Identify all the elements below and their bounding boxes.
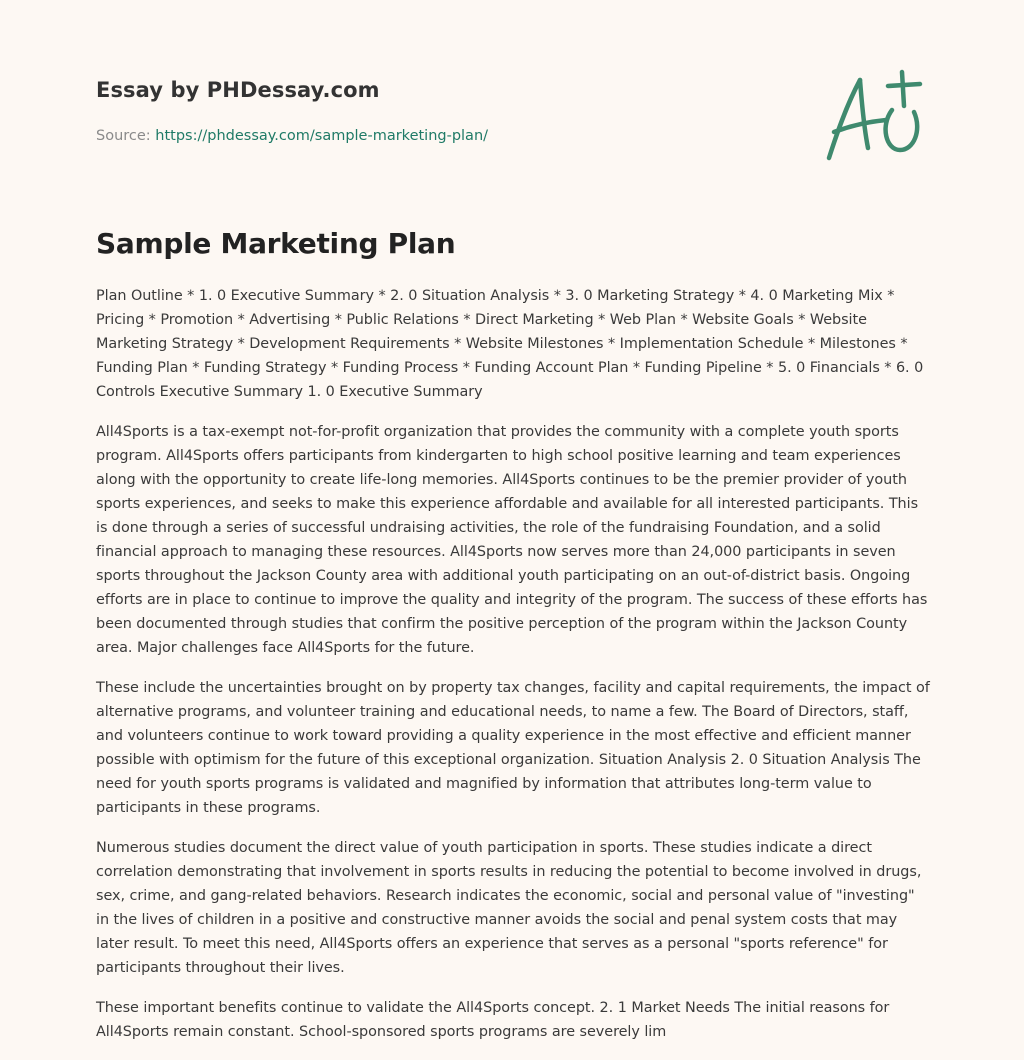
paragraph: These include the uncertainties brought on by property tax changes, facility and capital requirements, the impact of alternative programs, and volunteer training and educational needs, to name a few. The Board of Directors, staff, and volunteers continue to work toward providing a quality experience in the most effective and efficient manner possible with optimism for the future of this exceptional organization. Situation Analysis 2. 0 Situation Analysis The need for youth sports programs is validated and magnified by information that attributes long-term value to participants in these programs.: [96, 680, 930, 816]
header: [96, 76, 716, 146]
paragraph: These important benefits continue to validate the All4Sports concept. 2. 1 Market Needs The initial reasons for All4Sports remain constant. School-sponsored sports programs are severely lim: [96, 1000, 890, 1040]
source-link[interactable]: https://phdessay.com/sample-marketing-plan/: [155, 128, 489, 144]
article-title: Sample Marketing Plan: [96, 227, 456, 260]
source-label: Source:: [96, 128, 156, 144]
paragraph: Plan Outline * 1. 0 Executive Summary * 2. 0 Situation Analysis * 3. 0 Marketing Strategy * 4. 0 Marketing Mix * Pricing * Promotion * Advertising * Public Relations * Direct Marketing * Web Plan * Website Goals * Website Marketing Strategy * Development Requirements * Website Milestones * Implementation Schedule * Milestones * Funding Plan * Funding Strategy * Funding Process * Funding Account Plan * Funding Pipeline * 5. 0 Financials * 6. 0 Controls Executive Summary 1. 0 Executive Summary: [96, 288, 924, 400]
source-line: [96, 126, 716, 146]
site-brand: Essay by PHDessay.com: [96, 78, 380, 102]
paragraph: All4Sports is a tax-exempt not-for-profit organization that provides the community with a complete youth sports program. All4Sports offers participants from kindergarten to high school positive learning and team experiences along with the opportunity to create life-long memories. All4Sports continues to be the premier provider of youth sports experiences, and seeks to make this experience affordable and available for all interested participants. This is done through a series of successful undraising activities, the role of the fundraising Foundation, and a solid financial approach to managing these resources. All4Sports now serves more than 24,000 participants in seven sports throughout the Jackson County area with additional youth participating on an out-of-district basis. Ongoing efforts are in place to continue to improve the quality and integrity of the program. The success of these efforts has been documented through studies that confirm the positive perception of the program within the Jackson County area. Major challenges face All4Sports for the future.: [96, 424, 928, 656]
a-plus-logo-icon: [820, 66, 930, 166]
paragraph: Numerous studies document the direct value of youth participation in sports. These studies indicate a direct correlation demonstrating that involvement in sports results in reducing the potential to become involved in drugs, sex, crime, and gang-related behaviors. Research indicates the economic, social and personal value of "investing" in the lives of children in a positive and constructive manner avoids the social and penal system costs that may later result. To meet this need, All4Sports offers an experience that serves as a personal "sports reference" for participants throughout their lives.: [96, 840, 922, 976]
article: [96, 224, 930, 1060]
